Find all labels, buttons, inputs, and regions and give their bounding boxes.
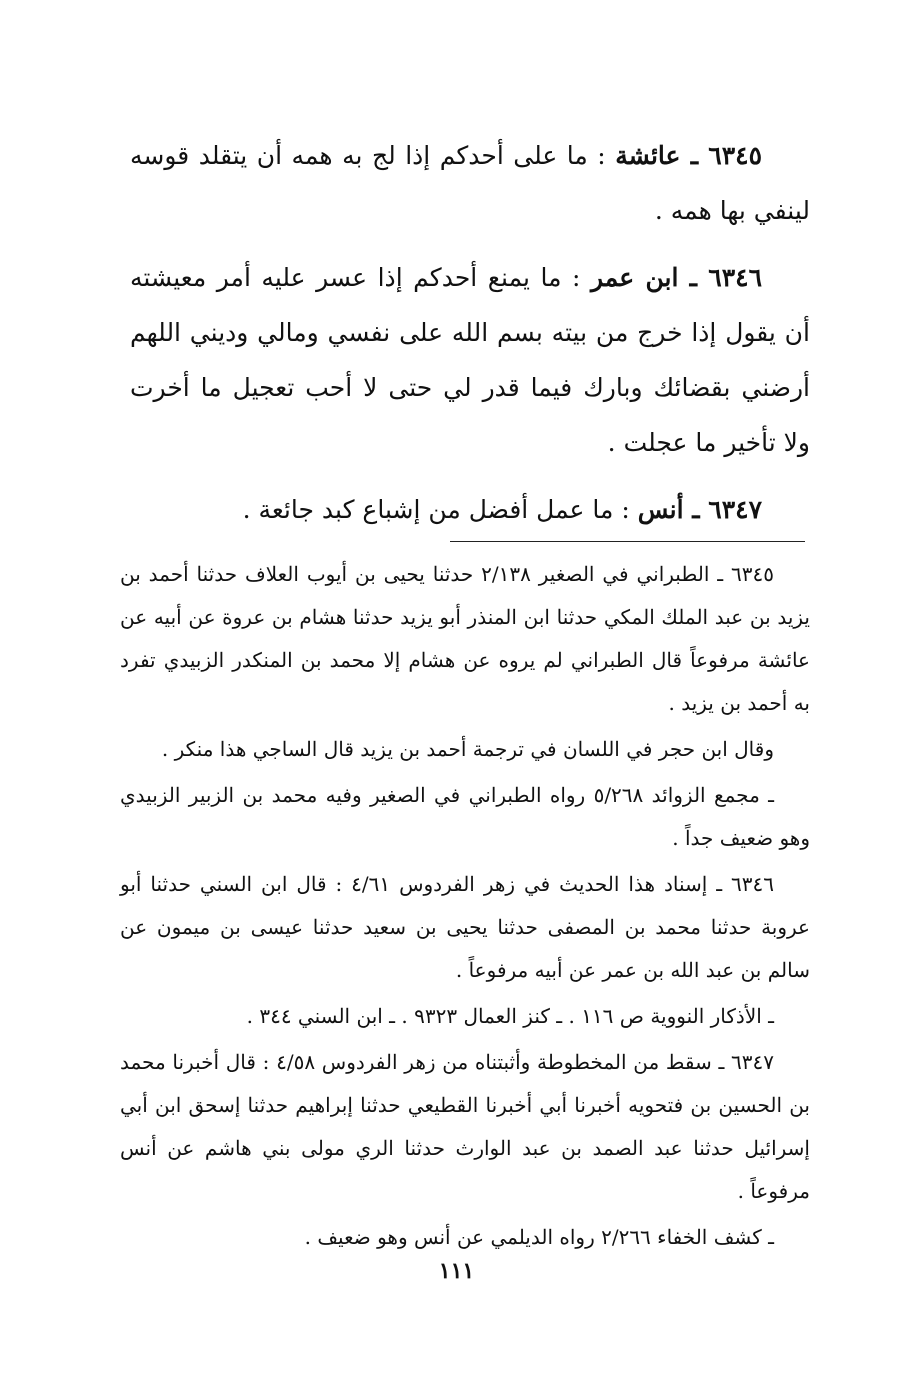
- main-text: [130, 128, 810, 549]
- footnote-divider: [450, 541, 805, 542]
- footnote-6346: ٦٣٤٦ ـ إسناد هذا الحديث في زهر الفردوس ٤/٦١ : قال ابن السني حدثنا أبو عروبة حدثنا محمد بن المصفى حدثنا يحيى بن سعيد حدثنا عيسى بن ميمون عن سالم بن عبد الله بن عمر عن أبيه مرفوعاً .: [120, 872, 810, 982]
- footnote-kashf: ـ كشف الخفاء ٢/٢٦٦ رواه الديلمي عن أنس وهو ضعيف .: [304, 1225, 774, 1249]
- hadith-text: : ما على أحدكم إذا لج به همه أن يتقلد قوسه لينفي بها همه .: [130, 141, 810, 225]
- hadith-6345: ٦٣٤٥ ـ عائشة : ما على أحدكم إذا لج به همه أن يتقلد قوسه لينفي بها همه .: [130, 141, 810, 225]
- page-number: ١١١: [438, 1258, 475, 1284]
- hadith-source: ابن عمر: [591, 263, 679, 292]
- footnotes: [120, 553, 810, 1262]
- footnote-6345: ٦٣٤٥ ـ الطبراني في الصغير ٢/١٣٨ حدثنا يحيى بن أيوب العلاف حدثنا أحمد بن يزيد بن عبد الملك المكي حدثنا ابن المنذر أبو يزيد حدثنا هشام بن عروة عن أبيه عن عائشة مرفوعاً قال الطبراني لم يروه عن هشام إلا محمد بن المنكدر الزبيدي تفرد به أحمد بن يزيد .: [120, 562, 810, 715]
- hadith-source: عائشة: [615, 141, 681, 170]
- hadith-text: : ما يمنع أحدكم إذا عسر عليه أمر معيشته أن يقول إذا خرج من بيته بسم الله على نفسي ومالي وديني اللهم أرضني بقضائك وبارك فيما قدر لي حتى لا أحب تعجيل ما أخرت ولا تأخير ما عجلت .: [130, 263, 810, 457]
- footnote-6347: ٦٣٤٧ ـ سقط من المخطوطة وأثبتناه من زهر الفردوس ٤/٥٨ : قال أخبرنا محمد بن الحسين بن فتحويه أخبرنا أبي أخبرنا القطيعي حدثنا إبراهيم حدثنا إسحق ابن أبي إسرائيل حدثنا عبد الصمد بن عبد الوارث حدثنا الري مولى بني هاشم عن أنس مرفوعاً .: [120, 1050, 810, 1203]
- hadith-number: ٦٣٤٧: [708, 495, 762, 524]
- hadith-6347: ٦٣٤٧ ـ أنس : ما عمل أفضل من إشباع كبد جائعة .: [242, 495, 762, 524]
- hadith-source: أنس: [637, 495, 684, 524]
- footnote-ibn-hajar: وقال ابن حجر في اللسان في ترجمة أحمد بن يزيد قال الساجي هذا منكر .: [161, 737, 774, 761]
- hadith-text: : ما عمل أفضل من إشباع كبد جائعة .: [242, 495, 630, 524]
- footnote-references: ـ الأذكار النووية ص ١١٦ . ـ كنز العمال ٩٣٢٣ . ـ ابن السني ٣٤٤ .: [246, 1004, 774, 1028]
- hadith-6346: ٦٣٤٦ ـ ابن عمر : ما يمنع أحدكم إذا عسر عليه أمر معيشته أن يقول إذا خرج من بيته بسم الله على نفسي ومالي وديني اللهم أرضني بقضائك وبارك فيما قدر لي حتى لا أحب تعجيل ما أخرت ولا تأخير ما عجلت .: [130, 263, 810, 457]
- hadith-number: ٦٣٤٦: [708, 263, 763, 292]
- footnote-majma: ـ مجمع الزوائد ٥/٢٦٨ رواه الطبراني في الصغير وفيه محمد بن الزبير الزبيدي وهو ضعيف جداً .: [120, 783, 810, 850]
- hadith-number: ٦٣٤٥: [708, 141, 763, 170]
